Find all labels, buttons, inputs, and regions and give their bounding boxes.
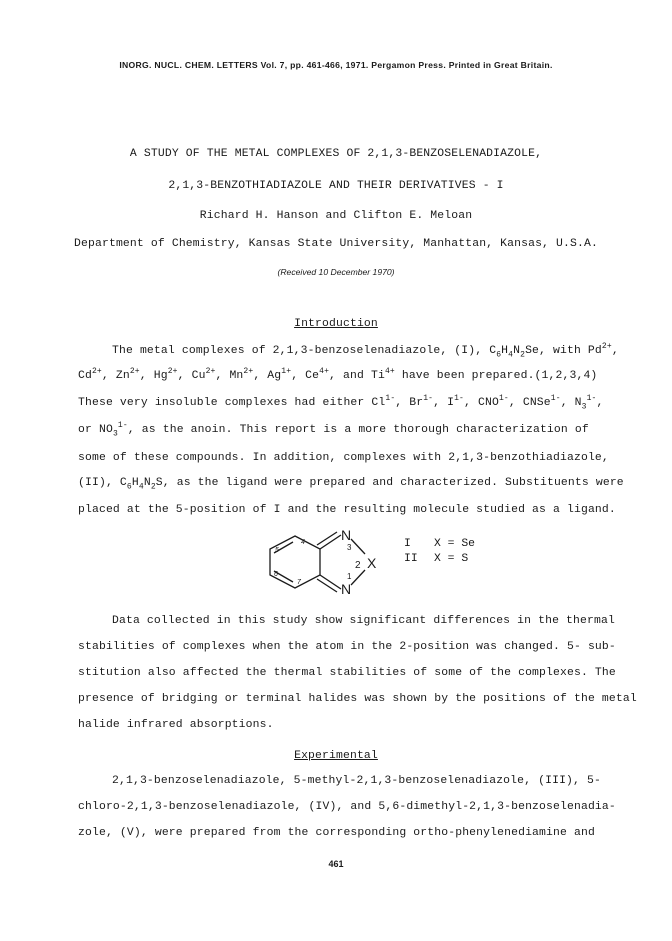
intro-line-5: some of these compounds. In addition, complexes with 2,1,3-benzothiadiazole,: [78, 452, 609, 464]
position-3-label: 3: [347, 543, 352, 552]
atom-x: X: [367, 555, 377, 571]
para2-line-1: Data collected in this study show significant differences in the thermal: [112, 615, 615, 627]
title-line-1: A STUDY OF THE METAL COMPLEXES OF 2,1,3-BENZOSELENADIAZOLE,: [129, 148, 543, 160]
affiliation: Department of Chemistry, Kansas State University, Manhattan, Kansas, U.S.A.: [74, 238, 598, 250]
bond-c-n3-double: [317, 532, 337, 545]
experimental-line-3: zole, (V), were prepared from the corresponding ortho-phenylenediamine and: [78, 827, 595, 839]
position-7-label: 7: [297, 579, 301, 586]
position-5-label: 5: [275, 547, 279, 554]
bond-n3-x: [351, 539, 365, 554]
intro-line-3: These very insoluble complexes had either $Cl^{1-}$, $Br^{1-}$, $I^{1-}$, $CNO^{1-}$, CNSe$^{1-}$, $N_3^{1-}$,: [78, 394, 604, 412]
intro-line-4: or $NO_3^{1-}$, as the anoin. This report is a more thorough characterization of: [78, 421, 589, 439]
atom-n-bottom: N: [341, 581, 352, 597]
title-line-2: 2,1,3-BENZOTHIADIAZOLE AND THEIR DERIVATIVES - I: [168, 180, 504, 192]
bond-c-n1: [320, 575, 341, 589]
legend-row-2: II X = S: [404, 553, 469, 565]
position-2-label: 2: [355, 560, 361, 571]
page-number: 461: [328, 859, 344, 869]
experimental-heading: Experimental: [294, 750, 378, 762]
introduction-heading: Introduction: [294, 318, 378, 330]
para2-line-2: stabilities of complexes when the atom in the 2-position was changed. 5- sub-: [78, 641, 616, 653]
position-6-label: 6: [274, 571, 278, 578]
running-head: INORG. NUCL. CHEM. LETTERS Vol. 7, pp. 461-466, 1971. Pergamon Press. Printed in Great Britain.: [119, 60, 553, 70]
intro-line-7: placed at the 5-position of I and the resulting molecule studied as a ligand.: [78, 504, 616, 516]
atom-n-top: N: [341, 527, 352, 543]
para2-line-5: halide infrared absorptions.: [78, 719, 274, 731]
intro-line-1: The metal complexes of 2,1,3-benzoselenadiazole, (I), $C_6H_4N_2Se$, with $Pd^{2+}$,: [112, 342, 619, 360]
position-1-label: 1: [347, 572, 352, 581]
benzene-ring: [270, 536, 320, 588]
bond-n1-x: [351, 570, 365, 585]
position-4-label: 4: [301, 539, 305, 546]
intro-line-2: $Cd^{2+}$, $Zn^{2+}$, $Hg^{2+}$, $Cu^{2+}$, $Mn^{2+}$, $Ag^{1+}$, $Ce^{4+}$, and $Ti^{4+}$ have been prepared.(1,2,3,4): [78, 367, 598, 382]
para2-line-4: presence of bridging or terminal halides was shown by the positions of the metal: [78, 693, 637, 705]
bond-c-n1-double: [317, 579, 337, 592]
authors: Richard H. Hanson and Clifton E. Meloan: [199, 210, 473, 222]
bond-c-n3: [320, 535, 341, 549]
experimental-line-2: chloro-2,1,3-benzoselenadiazole, (IV), and 5,6-dimethyl-2,1,3-benzoselenadia-: [78, 801, 616, 813]
experimental-line-1: 2,1,3-benzoselenadiazole, 5-methyl-2,1,3-benzoselenadiazole, (III), 5-: [112, 775, 601, 787]
intro-line-6: (II), $C_6H_4N_2S$, as the ligand were prepared and characterized. Substituents were: [78, 477, 624, 492]
para2-line-3: stitution also affected the thermal stabilities of some of the complexes. The: [78, 667, 616, 679]
benzodiazole-structure: [255, 522, 405, 602]
received-date: (Received 10 December 1970): [277, 267, 395, 277]
legend-row-1: I X = Se: [404, 538, 476, 550]
